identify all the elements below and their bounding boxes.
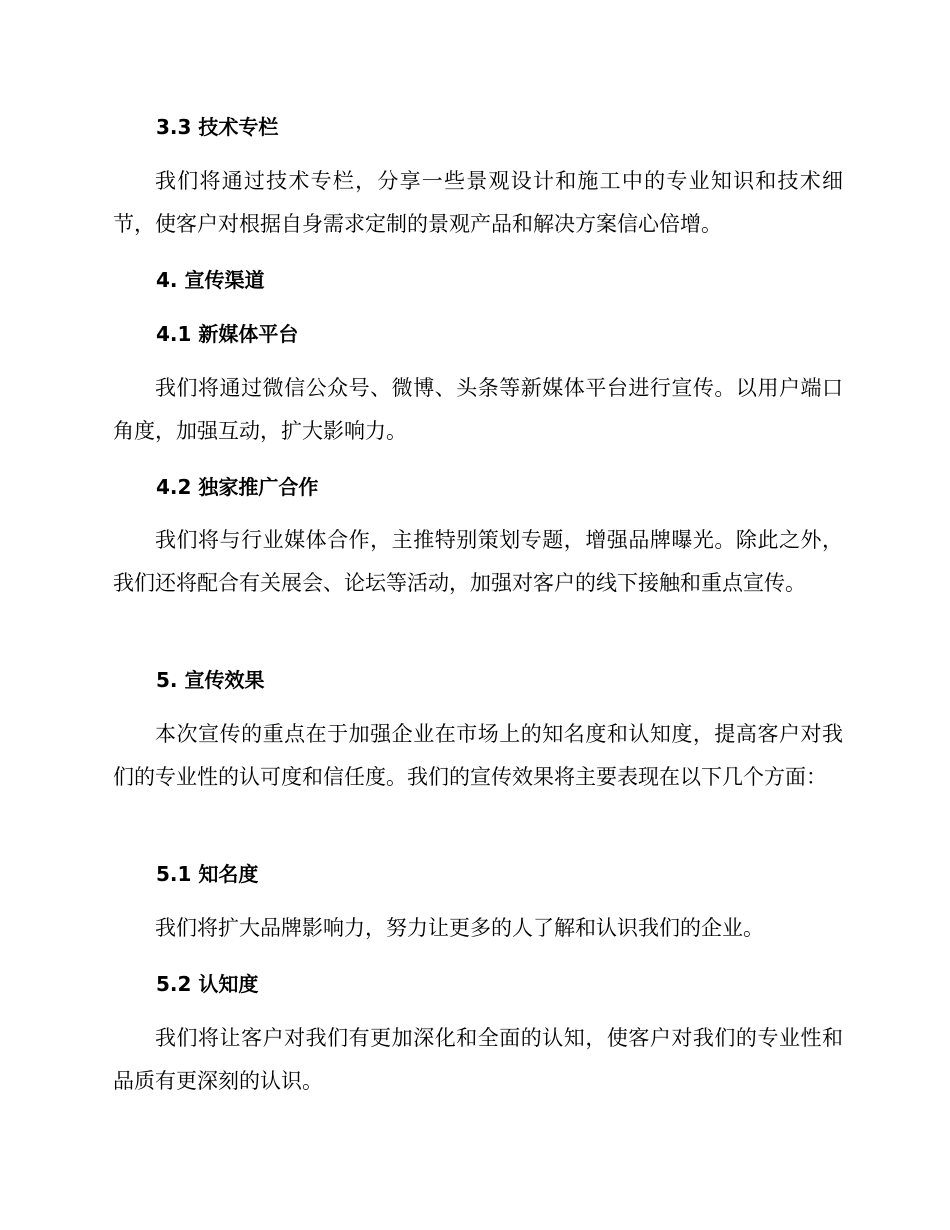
- paragraph-tech-column: 我们将通过技术专栏，分享一些景观设计和施工中的专业知识和技术细节，使客户对根据自身需求定制的景观产品和解决方案信心倍增。: [113, 169, 843, 236]
- paragraph-awareness: 我们将扩大品牌影响力，努力让更多的人了解和认识我们的企业。: [155, 916, 764, 940]
- paragraph-exclusive-promotion: 我们将与行业媒体合作，主推特别策划专题，增强品牌曝光。除此之外，我们还将配合有关展会、论坛等活动，加强对客户的线下接触和重点宣传。: [113, 528, 843, 595]
- section-heading-4-1: 4.1 新媒体平台: [156, 322, 299, 346]
- section-heading-5: 5. 宣传效果: [156, 668, 265, 692]
- section-heading-5-1: 5.1 知名度: [156, 862, 259, 886]
- paragraph-promotion-effect: 本次宣传的重点在于加强企业在市场上的知名度和认知度，提高客户对我们的专业性的认可度和信任度。我们的宣传效果将主要表现在以下几个方面：: [113, 722, 843, 789]
- section-heading-4-2: 4.2 独家推广合作: [156, 475, 319, 499]
- paragraph-new-media: 我们将通过微信公众号、微博、头条等新媒体平台进行宣传。以用户端口角度，加强互动，扩大影响力。: [113, 376, 843, 443]
- section-heading-5-2: 5.2 认知度: [156, 972, 259, 996]
- section-heading-4: 4. 宣传渠道: [156, 268, 265, 292]
- paragraph-recognition: 我们将让客户对我们有更加深化和全面的认知，使客户对我们的专业性和品质有更深刻的认识。: [113, 1026, 843, 1093]
- section-heading-3-3: 3.3 技术专栏: [156, 115, 279, 139]
